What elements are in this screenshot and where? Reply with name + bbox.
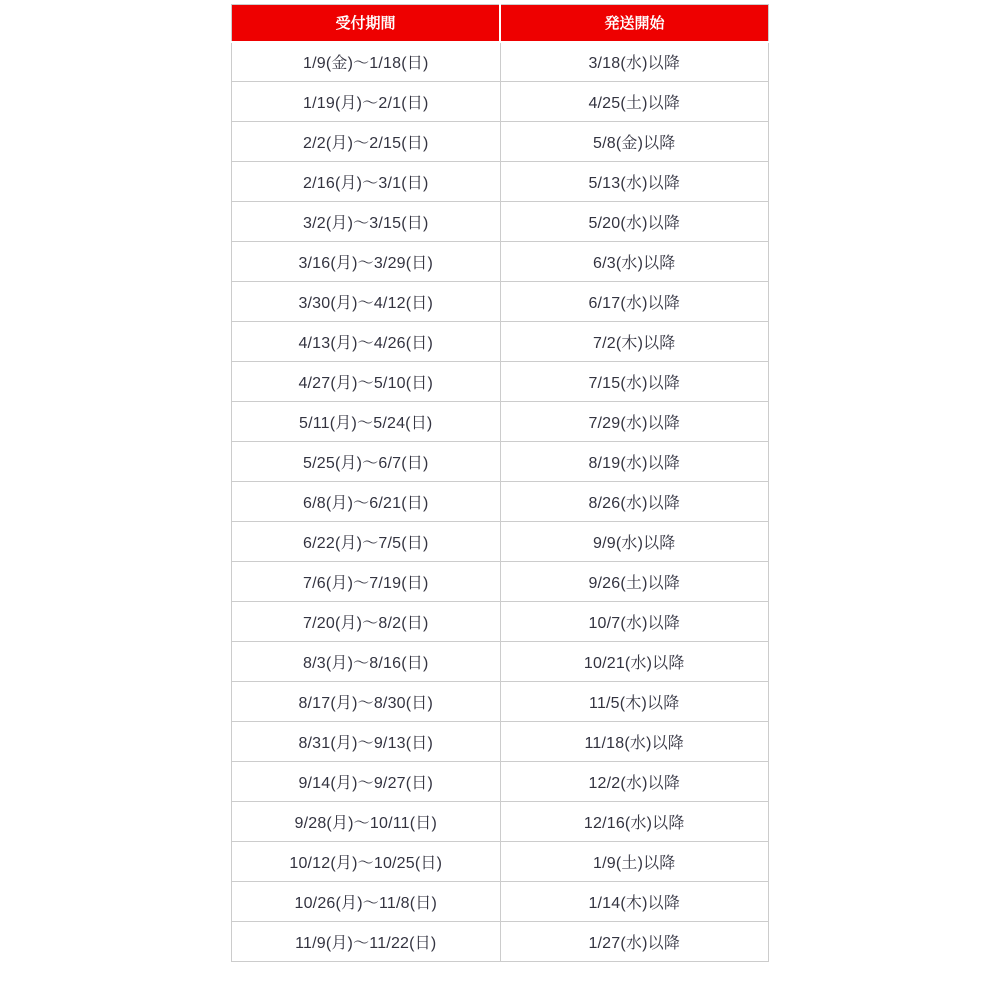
shipping-start-cell: 1/27(水)以降	[500, 922, 769, 962]
reception-period-cell: 4/27(月)〜5/10(日)	[232, 362, 501, 402]
table-row	[232, 402, 769, 442]
table-row	[232, 42, 769, 82]
reception-period-cell: 4/13(月)〜4/26(日)	[232, 322, 501, 362]
table-row	[232, 642, 769, 682]
shipping-schedule-table	[231, 4, 769, 962]
table-row	[232, 242, 769, 282]
shipping-start-cell: 7/15(水)以降	[500, 362, 769, 402]
shipping-start-cell: 12/2(水)以降	[500, 762, 769, 802]
table-row	[232, 682, 769, 722]
table-row	[232, 362, 769, 402]
shipping-start-cell: 7/2(木)以降	[500, 322, 769, 362]
table-row	[232, 82, 769, 122]
shipping-start-cell: 4/25(土)以降	[500, 82, 769, 122]
reception-period-cell: 2/16(月)〜3/1(日)	[232, 162, 501, 202]
reception-period-cell: 7/20(月)〜8/2(日)	[232, 602, 501, 642]
shipping-start-cell: 6/3(水)以降	[500, 242, 769, 282]
shipping-start-cell: 12/16(水)以降	[500, 802, 769, 842]
reception-period-cell: 8/3(月)〜8/16(日)	[232, 642, 501, 682]
reception-period-cell: 3/30(月)〜4/12(日)	[232, 282, 501, 322]
shipping-start-cell: 6/17(水)以降	[500, 282, 769, 322]
table-header	[232, 5, 769, 42]
reception-period-cell: 3/16(月)〜3/29(日)	[232, 242, 501, 282]
reception-period-cell: 5/25(月)〜6/7(日)	[232, 442, 501, 482]
reception-period-cell: 6/22(月)〜7/5(日)	[232, 522, 501, 562]
table-row	[232, 762, 769, 802]
table-row	[232, 162, 769, 202]
shipping-start-cell: 5/20(水)以降	[500, 202, 769, 242]
table-row	[232, 482, 769, 522]
reception-period-cell: 5/11(月)〜5/24(日)	[232, 402, 501, 442]
reception-period-cell: 1/9(金)〜1/18(日)	[232, 42, 501, 82]
table-row	[232, 322, 769, 362]
table-row	[232, 882, 769, 922]
shipping-start-cell: 11/5(木)以降	[500, 682, 769, 722]
shipping-start-cell: 10/7(水)以降	[500, 602, 769, 642]
shipping-start-cell: 9/26(土)以降	[500, 562, 769, 602]
reception-period-cell: 1/19(月)〜2/1(日)	[232, 82, 501, 122]
reception-period-cell: 3/2(月)〜3/15(日)	[232, 202, 501, 242]
table-row	[232, 562, 769, 602]
table-row	[232, 602, 769, 642]
shipping-start-cell: 3/18(水)以降	[500, 42, 769, 82]
header-reception-period: 受付期間	[232, 5, 501, 42]
shipping-start-cell: 5/8(金)以降	[500, 122, 769, 162]
reception-period-cell: 7/6(月)〜7/19(日)	[232, 562, 501, 602]
table-row	[232, 922, 769, 962]
shipping-start-cell: 1/14(木)以降	[500, 882, 769, 922]
table-row	[232, 842, 769, 882]
shipping-start-cell: 9/9(水)以降	[500, 522, 769, 562]
shipping-start-cell: 10/21(水)以降	[500, 642, 769, 682]
reception-period-cell: 9/28(月)〜10/11(日)	[232, 802, 501, 842]
shipping-start-cell: 7/29(水)以降	[500, 402, 769, 442]
shipping-start-cell: 5/13(水)以降	[500, 162, 769, 202]
table-row	[232, 522, 769, 562]
header-shipping-start: 発送開始	[500, 5, 769, 42]
table-body	[232, 42, 769, 962]
header-row	[232, 5, 769, 42]
table-row	[232, 722, 769, 762]
table-row	[232, 122, 769, 162]
reception-period-cell: 10/12(月)〜10/25(日)	[232, 842, 501, 882]
reception-period-cell: 11/9(月)〜11/22(日)	[232, 922, 501, 962]
table-row	[232, 282, 769, 322]
shipping-start-cell: 1/9(土)以降	[500, 842, 769, 882]
reception-period-cell: 8/31(月)〜9/13(日)	[232, 722, 501, 762]
reception-period-cell: 9/14(月)〜9/27(日)	[232, 762, 501, 802]
table-row	[232, 442, 769, 482]
reception-period-cell: 2/2(月)〜2/15(日)	[232, 122, 501, 162]
table-row	[232, 802, 769, 842]
reception-period-cell: 8/17(月)〜8/30(日)	[232, 682, 501, 722]
shipping-start-cell: 11/18(水)以降	[500, 722, 769, 762]
shipping-start-cell: 8/19(水)以降	[500, 442, 769, 482]
reception-period-cell: 6/8(月)〜6/21(日)	[232, 482, 501, 522]
table-row	[232, 202, 769, 242]
reception-period-cell: 10/26(月)〜11/8(日)	[232, 882, 501, 922]
schedule-table-container	[231, 4, 769, 962]
shipping-start-cell: 8/26(水)以降	[500, 482, 769, 522]
